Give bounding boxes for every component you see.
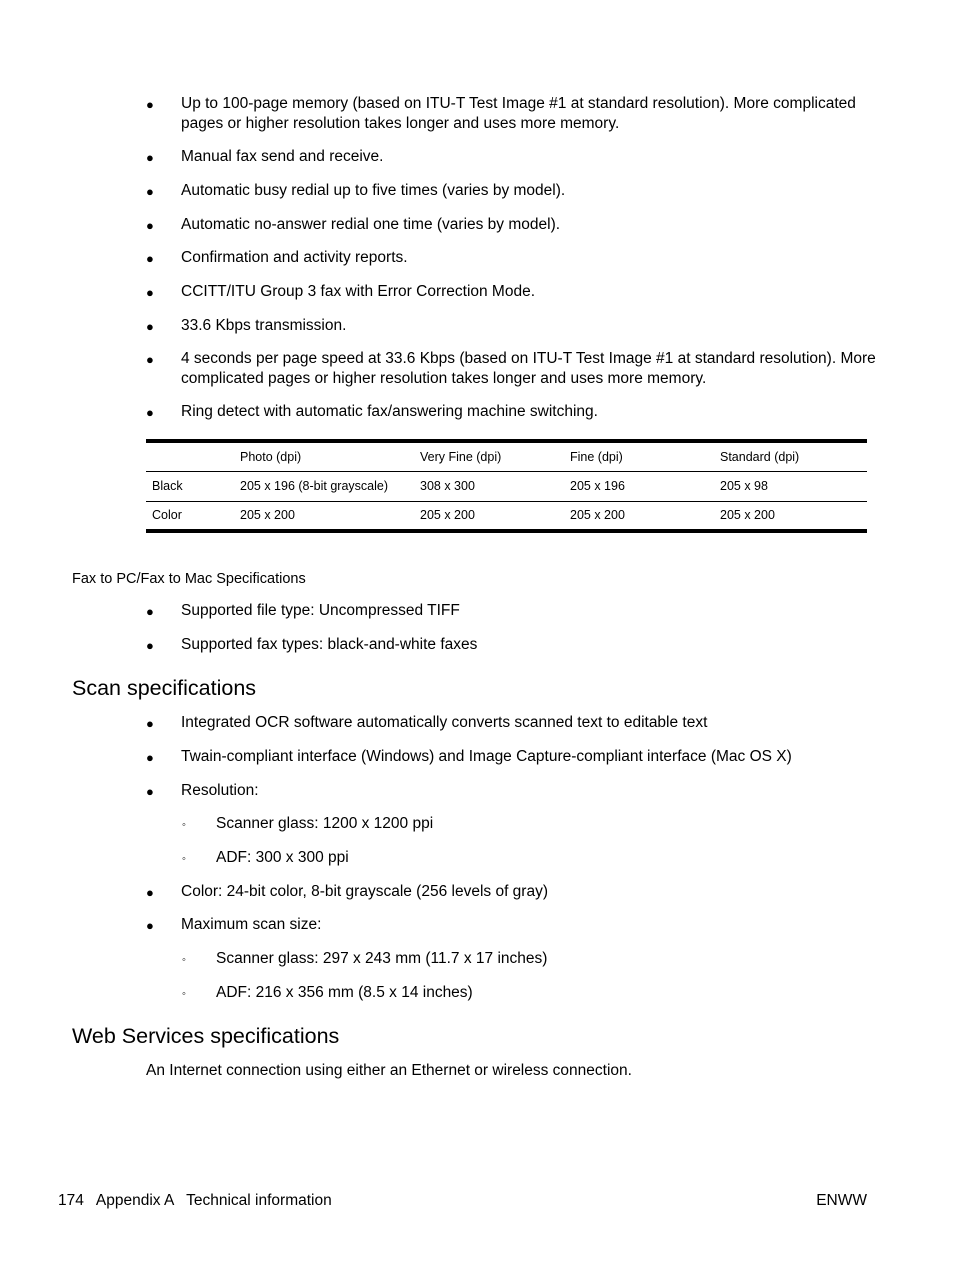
list-item: Color: 24-bit color, 8-bit grayscale (256 levels of gray) xyxy=(181,883,548,900)
list-item: Twain-compliant interface (Windows) and Image Capture-compliant interface (Mac OS X) xyxy=(181,748,792,765)
bullet-icon: ● xyxy=(146,285,154,300)
sub-bullet-icon: ◦ xyxy=(182,853,186,865)
table-cell: 205 x 200 xyxy=(420,508,475,523)
list-item: Supported fax types: black-and-white faxes xyxy=(181,636,478,653)
bullet-icon: ● xyxy=(146,184,154,199)
sub-list-item: Scanner glass: 1200 x 1200 ppi xyxy=(216,815,434,832)
table-cell: 308 x 300 xyxy=(420,479,475,493)
list-item: 4 seconds per page speed at 33.6 Kbps (based on ITU-T Test Image #1 at standard resolution). More complicated pages or higher resolution takes longer and uses more memory. xyxy=(181,350,876,387)
list-item: 33.6 Kbps transmission. xyxy=(181,317,347,334)
table-header-cell: Very Fine (dpi) xyxy=(420,449,502,464)
list-item: Supported file type: Uncompressed TIFF xyxy=(181,602,460,619)
table-header-cell xyxy=(146,441,234,471)
page-footer-right: ENWW xyxy=(816,1192,867,1209)
table-header-row xyxy=(146,441,867,471)
bullet-icon: ● xyxy=(146,150,154,165)
table-header-cell: Fine (dpi) xyxy=(570,449,623,464)
table-header-cell: Photo (dpi) xyxy=(240,449,302,464)
list-item: Maximum scan size: xyxy=(181,916,322,933)
table-header-cell: Standard (dpi) xyxy=(720,449,800,464)
bullet-icon: ● xyxy=(146,918,154,933)
sub-bullet-icon: ◦ xyxy=(182,954,186,966)
list-item: Manual fax send and receive. xyxy=(181,148,384,165)
bullet-icon: ● xyxy=(146,319,154,334)
table-row xyxy=(146,471,867,501)
table-cell: Color xyxy=(152,508,182,523)
table-cell: 205 x 98 xyxy=(720,479,768,493)
bullet-icon: ● xyxy=(146,405,154,420)
table-cell: 205 x 200 xyxy=(570,508,625,523)
sub-list-item: Scanner glass: 297 x 243 mm (11.7 x 17 inches) xyxy=(216,950,548,967)
web-services-text: An Internet connection using either an Ethernet or wireless connection. xyxy=(146,1062,632,1079)
sub-bullet-icon: ◦ xyxy=(182,819,186,831)
bullet-icon: ● xyxy=(146,784,154,799)
list-item: Integrated OCR software automatically converts scanned text to editable text xyxy=(181,714,708,731)
sub-bullet-icon: ◦ xyxy=(182,988,186,1000)
sub-list-item: ADF: 216 x 356 mm (8.5 x 14 inches) xyxy=(216,984,473,1001)
web-services-heading: Web Services specifications xyxy=(72,1024,340,1048)
bullet-icon: ● xyxy=(146,638,154,653)
list-item: Ring detect with automatic fax/answering machine switching. xyxy=(181,403,598,420)
table-cell: 205 x 196 xyxy=(570,479,625,493)
list-item: CCITT/ITU Group 3 fax with Error Correction Mode. xyxy=(181,283,536,300)
table-cell: 205 x 200 xyxy=(720,508,775,523)
bullet-icon: ● xyxy=(146,251,154,266)
bullet-icon: ● xyxy=(146,716,154,731)
list-item: Automatic no-answer redial one time (varies by model). xyxy=(181,216,561,233)
table-cell: Black xyxy=(152,479,183,493)
bullet-icon: ● xyxy=(146,750,154,765)
bullet-icon: ● xyxy=(146,604,154,619)
table-cell: 205 x 200 xyxy=(240,508,295,523)
list-item: Confirmation and activity reports. xyxy=(181,249,408,266)
bullet-icon: ● xyxy=(146,218,154,233)
bullet-icon: ● xyxy=(146,352,154,367)
bullet-icon: ● xyxy=(146,97,154,112)
list-item: Resolution: xyxy=(181,782,259,799)
table-row xyxy=(146,501,867,531)
fax-resolution-table xyxy=(146,439,867,533)
scan-specifications-heading: Scan specifications xyxy=(72,676,257,700)
table-cell: 205 x 196 (8-bit grayscale) xyxy=(240,479,388,493)
page-footer-left: 174 Appendix A Technical information xyxy=(58,1192,332,1209)
list-item: Up to 100-page memory (based on ITU-T Test Image #1 at standard resolution). More complicated pages or higher resolution takes longer and uses more memory. xyxy=(181,95,856,132)
fax-to-pc-heading: Fax to PC/Fax to Mac Specifications xyxy=(72,571,306,587)
sub-list-item: ADF: 300 x 300 ppi xyxy=(216,849,349,866)
bullet-icon: ● xyxy=(146,885,154,900)
list-item: Automatic busy redial up to five times (varies by model). xyxy=(181,182,566,199)
